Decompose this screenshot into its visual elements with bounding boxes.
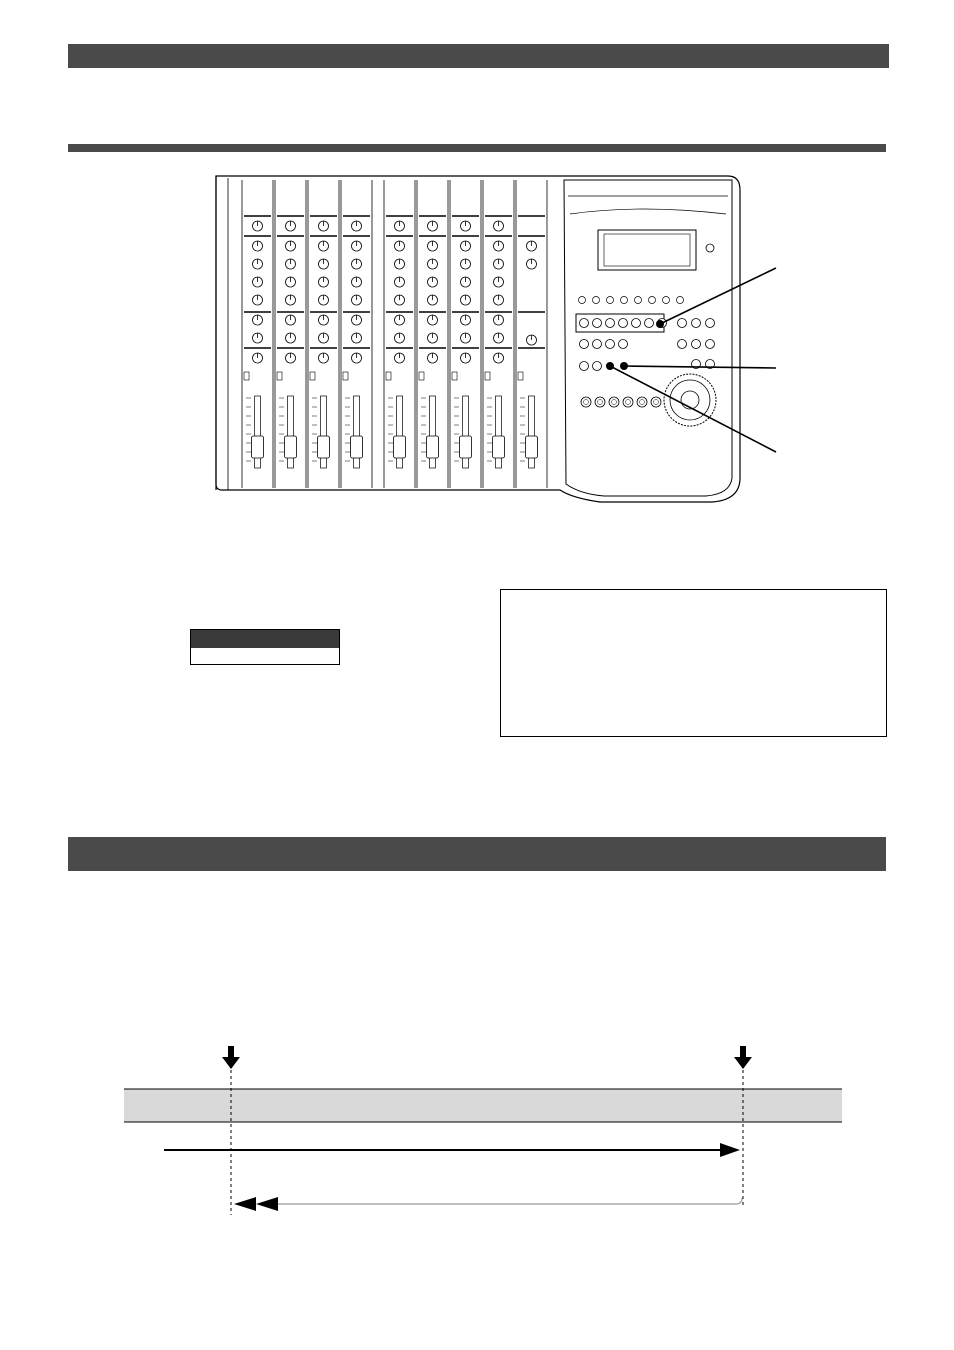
knob-icon [319, 241, 329, 251]
timeline-diagram [124, 1046, 842, 1215]
knob-icon [352, 221, 362, 231]
knob-icon [395, 221, 405, 231]
knob-icon [319, 295, 329, 305]
knob-icon [286, 353, 296, 363]
knob-icon [253, 259, 263, 269]
knob-icon [395, 315, 405, 325]
knob-icon [352, 353, 362, 363]
knob-icon [461, 277, 471, 287]
right-arrow-icon [164, 1143, 740, 1157]
knob-icon [428, 315, 438, 325]
knob-icon [461, 333, 471, 343]
knob-icon [395, 333, 405, 343]
knob-icon [253, 241, 263, 251]
knob-icon [395, 277, 405, 287]
knob-icon [428, 241, 438, 251]
knob-icon [286, 295, 296, 305]
knob-icon [253, 221, 263, 231]
knob-icon [494, 277, 504, 287]
knob-icon [494, 221, 504, 231]
knob-icon [352, 333, 362, 343]
knob-icon [286, 259, 296, 269]
knob-icon [253, 315, 263, 325]
knob-icon [319, 315, 329, 325]
knob-icon [494, 353, 504, 363]
knob-icon [494, 241, 504, 251]
knob-icon [352, 277, 362, 287]
knob-icon [494, 315, 504, 325]
knob-icon [461, 259, 471, 269]
knob-icon [428, 221, 438, 231]
knob-icon [527, 241, 537, 251]
knob-icon [286, 315, 296, 325]
knob-icon [428, 353, 438, 363]
knob-icon [319, 221, 329, 231]
control-panel [564, 180, 732, 496]
knob-icon [319, 259, 329, 269]
knob-icon [395, 259, 405, 269]
knob-icon [286, 241, 296, 251]
knob-icon [461, 295, 471, 305]
knob-icon [395, 295, 405, 305]
knob-icon [352, 295, 362, 305]
knob-icon [527, 335, 537, 345]
knob-icon [352, 241, 362, 251]
knob-icon [286, 277, 296, 287]
knob-icon [461, 315, 471, 325]
down-arrow-icon [222, 1046, 240, 1069]
knob-icon [461, 353, 471, 363]
knob-icon [253, 295, 263, 305]
fast-rewind-icon [234, 1197, 742, 1211]
knob-icon [286, 333, 296, 343]
knob-icon [253, 333, 263, 343]
knob-icon [494, 295, 504, 305]
knob-icon [527, 259, 537, 269]
knob-icon [428, 333, 438, 343]
knob-icon [319, 333, 329, 343]
down-arrow-icon [734, 1046, 752, 1069]
knob-icon [352, 315, 362, 325]
knob-icon [286, 221, 296, 231]
knob-icon [428, 277, 438, 287]
knob-icon [319, 277, 329, 287]
knob-icon [395, 241, 405, 251]
knob-icon [253, 353, 263, 363]
knob-icon [461, 221, 471, 231]
knob-icon [428, 259, 438, 269]
knob-icon [494, 333, 504, 343]
knob-icon [253, 277, 263, 287]
knob-icon [461, 241, 471, 251]
mixer-device-illustration [216, 176, 776, 502]
knob-icon [494, 259, 504, 269]
knob-icon [319, 353, 329, 363]
knob-icon [395, 353, 405, 363]
knob-icon [428, 295, 438, 305]
knob-icon [352, 259, 362, 269]
